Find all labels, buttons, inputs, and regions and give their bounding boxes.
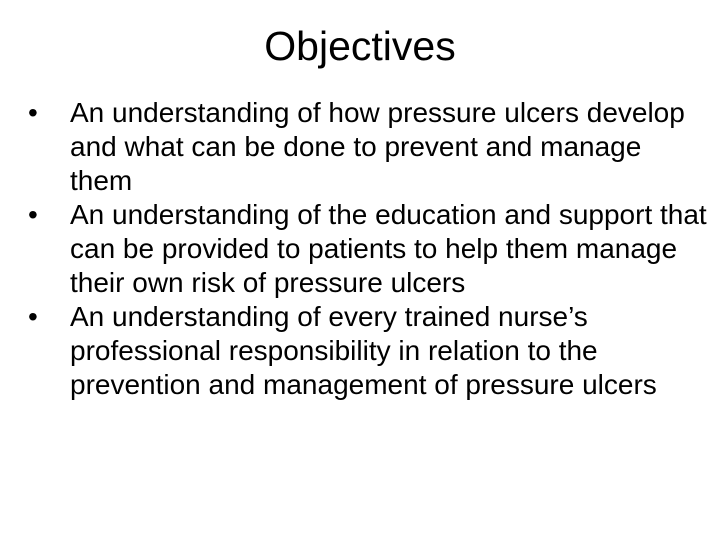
objectives-list: [28, 96, 708, 402]
list-item-text: An understanding of every trained nurse’s professional responsibility in relation to the prevention and management of pressure ulcers: [70, 301, 657, 400]
bullet-icon: •: [28, 97, 38, 128]
slide-title: Objectives: [264, 23, 456, 69]
list-item-text: An understanding of the education and support that can be provided to patients to help them manage their own risk of pressure ulcers: [70, 199, 707, 298]
bullet-icon: •: [28, 301, 38, 332]
list-item: [28, 96, 708, 198]
bullet-icon: •: [28, 199, 38, 230]
list-item-text: An understanding of how pressure ulcers develop and what can be done to prevent and manage them: [70, 97, 685, 196]
list-item: [28, 300, 708, 402]
list-item: [28, 198, 708, 300]
